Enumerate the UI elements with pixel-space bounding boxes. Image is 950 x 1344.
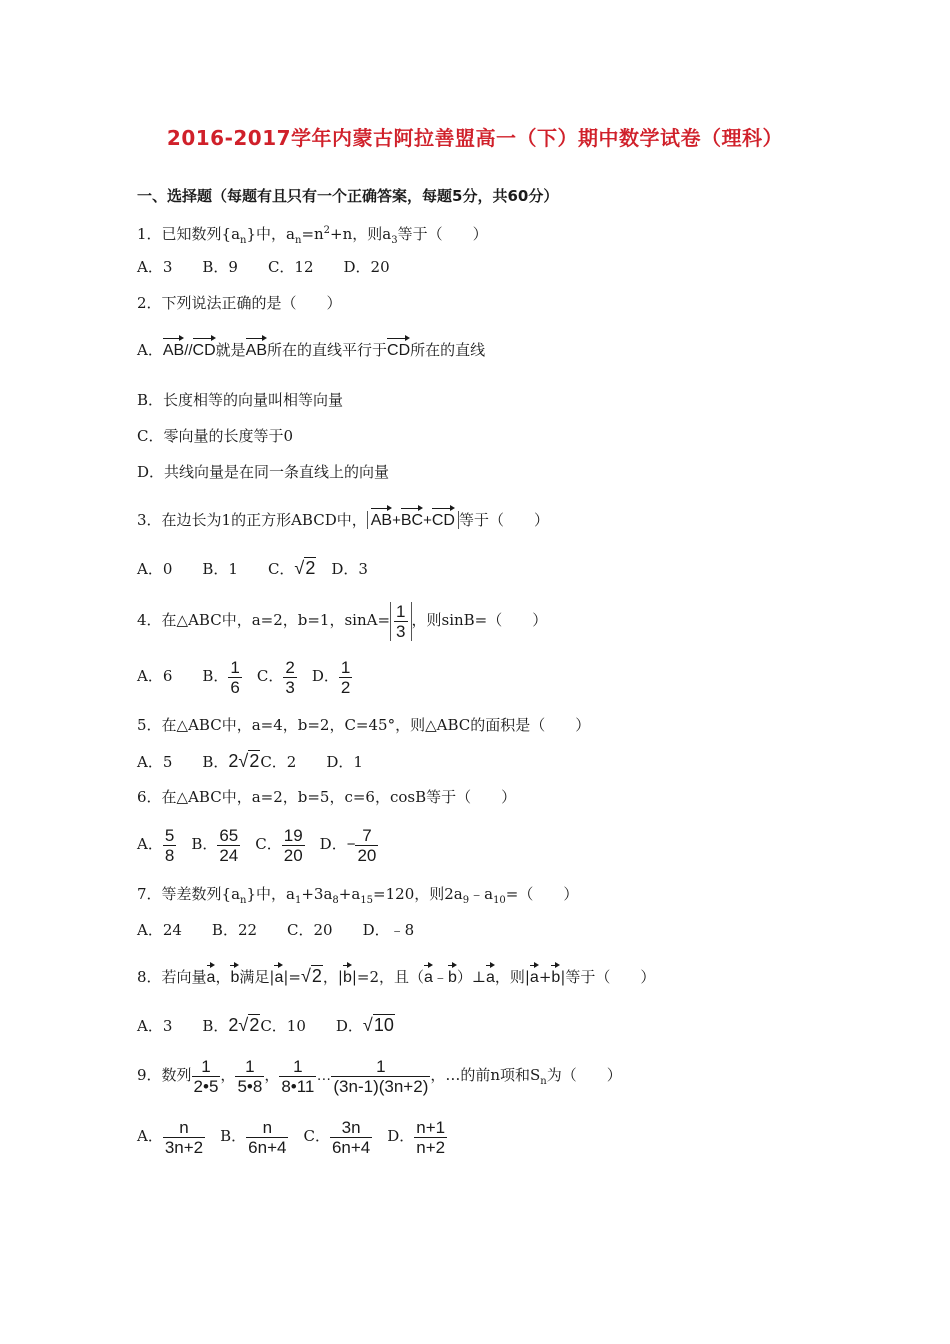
question-8: 8．若向量a，b满足|a|=√2，|b|=2，且（a﹣b）⊥a，则|a+b|等于（ ） [137,966,656,986]
paper-title: 2016-2017学年内蒙古阿拉善盟高一（下）期中数学试卷（理科） [166,126,784,150]
question-2-option-b: B．长度相等的向量叫相等向量 [137,391,344,409]
question-2: 2．下列说法正确的是（ ） [137,294,342,312]
vector-ab: AB [245,342,267,359]
question-1-options: A．3 B．9 C．12 D．20 [137,258,390,276]
vector-ab: AB [162,342,185,359]
question-2-option-c: C．零向量的长度等于0 [137,427,294,445]
question-6: 6．在△ABC中，a=2，b=5，c=6，cosB等于（ ） [137,788,517,806]
question-1: 1．已知数列$\{a_n\}$中，$a_n=n^2+n$，则$a_3$等于（ ） [137,225,488,246]
vector-cd: CD [192,342,216,359]
section-heading: 一、选择题（每题有且只有一个正确答案，每题5分，共60分） [137,187,559,205]
question-4-options: A．6 B． $\frac{1}{6}$ C． $\frac{2}{3}$ D． $\frac{1}{2}$ [137,657,351,697]
vector-cd: CD [387,342,411,359]
question-8-options: A．3 B．2√2C．10 D．√10 [137,1015,394,1035]
sqrt-2: √2 [294,558,316,578]
question-2-option-a: A．AB//CD就是AB所在的直线平行于CD所在的直线 [137,341,486,359]
vector-sum-abs: AB+BC+CD [367,511,459,529]
question-2-option-d: D．共线向量是在同一条直线上的向量 [137,463,390,481]
question-7-options: A．24 B．22 C．20 D．﹣8 [137,921,415,939]
question-6-options: A． $\frac{5}{8}$ B． $\frac{65}{24}$ C． $\frac{19}{20}$ D．− $\frac{7}{20}$ [137,825,377,865]
fraction: $\frac{1}{3}$ [390,602,411,641]
question-3-options: A．0 B．1 C．√2 D．3 [137,558,368,578]
question-4: 4．在△ABC中，a=2，b=1，sinA= $\frac{1}{3}$ ，则sinB=（ ） [137,601,548,641]
question-9-options: A． $\frac{n}{3n+2}$ B． $\frac{n}{6n+4}$ C． $\frac{3n}{6n+4}$ D． $\frac{n+1}{n+2}$ [137,1117,446,1157]
question-5-options: A．5 B．2√2C．2 D．1 [137,751,363,771]
question-5: 5．在△ABC中，a=4，b=2，C=45°，则△ABC的面积是（ ） [137,716,591,734]
question-3: 3．在边长为1的正方形ABCD中， AB+BC+CD 等于（ ） [137,511,549,529]
question-9: 9．数列 $\frac{1}{2•5}$ ， $\frac{1}{5•8}$ ， $\frac{1}{8•11}$ … $\frac{1}{(3n-1)(3n+2)}$ ，…的前n项和$S_n$为（ ） [137,1056,622,1096]
question-7: 7．等差数列$\{a_n\}$中，$a_1+3a_8+a_{15}=120$，则$2a_9﹣a_{10}=$（ ） [137,885,579,906]
